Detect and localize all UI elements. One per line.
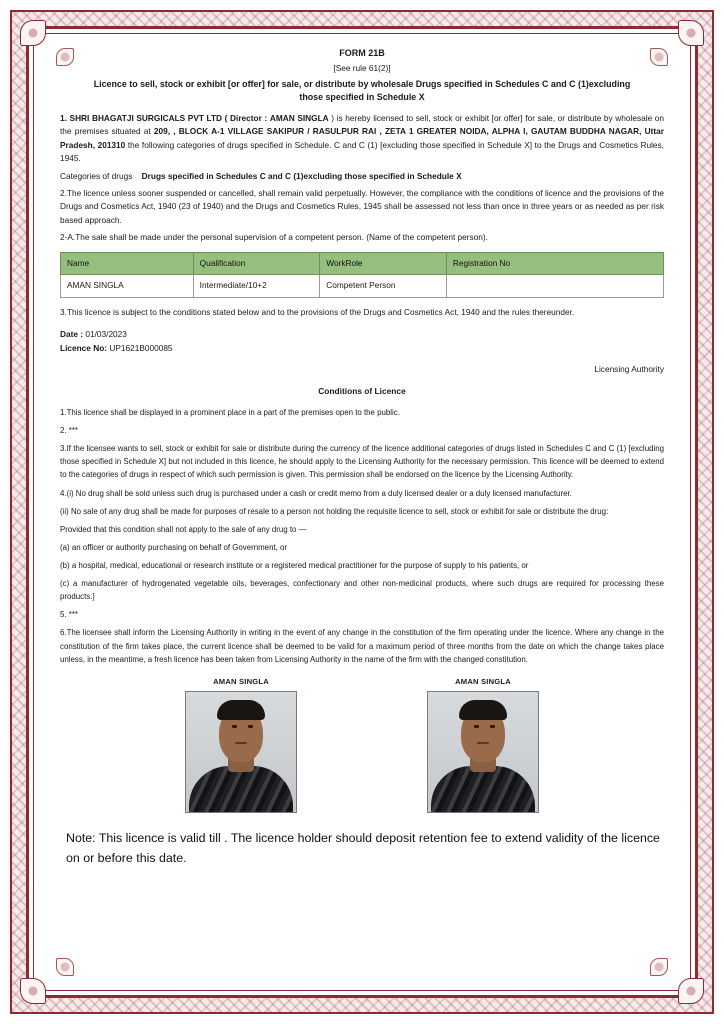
photo-hair <box>217 700 265 720</box>
corner-ornament-icon <box>20 20 46 46</box>
photo-mouth <box>235 742 247 744</box>
photo-caption: AMAN SINGLA <box>455 676 511 686</box>
condition-item: 4.(i) No drug shall be sold unless such drug is purchased under a cash or credit memo from a duly licensed dealer or a duly licensed manufacturer. <box>60 488 572 498</box>
paragraph-1-middle: ) is hereby licensed to sell, stock or exhibit [or offer] for sale, or distribute by wholesale on the premises situated at <box>60 112 665 137</box>
condition-item: 6.The licensee shall inform the Licensing Authority in writing in the event of any change in the constitution of the firm operating under the licence. Where any change in the constitution of the firm takes place, the current licence shall be deemed to be valid for a maximum period of three months from the date on which the change takes place unless, in the meantime, a fresh licence has been taken from Licensing Authority in the name of the firm with the changed constitution. <box>60 628 664 664</box>
licence-no-label: Licence No: <box>60 342 108 353</box>
column-header-name: Name <box>61 252 194 274</box>
condition-item: (c) a manufacturer of hydrogenated vegetable oils, beverages, confectionary and other non-medicinal products, where such drugs are required for processing these products.] <box>60 579 664 602</box>
corner-ornament-icon <box>678 978 704 1004</box>
director-label: ( Director : <box>224 112 268 123</box>
form-title: FORM 21B <box>339 48 385 58</box>
competent-person-table <box>60 252 664 298</box>
table-row <box>61 275 664 297</box>
corner-ornament-icon <box>678 20 704 46</box>
condition-item: (ii) No sale of any drug shall be made for purposes of resale to a person not holding the requisite licence to sell, stock or exhibit for sale or distribute the drug: <box>60 506 609 516</box>
column-header-registration-no: Registration No <box>446 252 663 274</box>
cell-registration-no <box>446 275 663 297</box>
person-photo <box>427 691 539 813</box>
categories-value: Drugs specified in Schedules C and C (1)excluding those specified in Schedule X <box>141 170 462 181</box>
firm-name: SHRI BHAGATJI SURGICALS PVT LTD <box>69 112 223 123</box>
document-content <box>54 44 670 980</box>
premises-address: 209, , BLOCK A-1 VILLAGE SAKIPUR / RASULPUR RAI , ZETA 1 GREATER NOIDA, ALPHA I, GAUTAM BUDDHA NAGAR, Uttar Pradesh, 201310 <box>60 126 664 150</box>
licence-no-value: UP1621B000085 <box>109 342 173 353</box>
cell-qualification: Intermediate/10+2 <box>193 275 320 297</box>
photo-eye <box>248 725 253 728</box>
conditions-list <box>60 406 664 666</box>
form-headline: Licence to sell, stock or exhibit [or offer] for sale, or distribute by wholesale Drugs specified in Schedules C and C (1)excluding those specified in Schedule X <box>93 79 631 102</box>
date-line <box>60 328 664 341</box>
photo-eye <box>490 725 495 728</box>
cell-name: AMAN SINGLA <box>61 275 194 297</box>
condition-item: (b) a hospital, medical, educational or research institute or a registered medical practitioner for the purpose of supply to his patients, or <box>60 560 529 570</box>
date-value: 01/03/2023 <box>85 329 127 340</box>
date-label: Date : <box>60 329 84 340</box>
condition-item: Provided that this condition shall not apply to the sale of any drug to — <box>60 524 307 534</box>
paragraph-1-tail: the following categories of drugs specified in Schedule. C and C (1) [excluding those specified in Schedule X] to the Drugs and Cosmetics Rules, 1945. <box>60 139 664 164</box>
column-header-workrole: WorkRole <box>320 252 447 274</box>
condition-item: 5. *** <box>60 610 78 620</box>
paragraph-2: 2.The licence unless sooner suspended or cancelled, shall remain valid perpetually. However, the compliance with the conditions of licence and the provisions of the Drugs and Cosmetics Act, 1940 (23 of 1940) and the Drugs and Cosmetics Rules, 1945 shall be assessed not less than once in three years or as needed as per risk based approach. <box>60 188 664 225</box>
condition-item: 3.If the licensee wants to sell, stock or exhibit for sale or distribute during the currency of the licence additional categories of drugs listed in Schedules C and C (1) [excluding those specified in Schedule X] but not included in this licence, he should apply to the Licensing Authority for the necessary permission. This licence will be deemed to extend to the categories of drugs in respect of which such permission is given. This permission shall be endorsed on the licence by the Licensing Authority. <box>60 444 664 480</box>
condition-item: 1.This licence shall be displayed in a prominent place in a part of the premises open to the public. <box>60 408 400 417</box>
cell-workrole: Competent Person <box>320 275 447 297</box>
licensing-authority-signature: Licensing Authority <box>594 363 664 374</box>
person-photo <box>185 691 297 813</box>
corner-ornament-icon <box>20 978 46 1004</box>
photo-block <box>185 676 297 813</box>
condition-item: 2. *** <box>60 426 78 436</box>
condition-item: (a) an officer or authority purchasing on behalf of Government, or <box>60 542 288 552</box>
photo-mouth <box>477 742 489 744</box>
conditions-title: Conditions of Licence <box>318 386 406 397</box>
categories-label: Categories of drugs <box>60 170 133 181</box>
photo-row <box>60 676 664 813</box>
photo-hair <box>459 700 507 720</box>
photo-eye <box>232 725 237 728</box>
paragraph-1-number: 1. <box>60 112 67 123</box>
form-rule-reference: [See rule 61(2)] <box>333 62 391 73</box>
paragraph-2a: 2-A.The sale shall be made under the personal supervision of a competent person. (Name of the competent person). <box>60 232 488 243</box>
validity-note: Note: This licence is valid till . The licence holder should deposit retention fee to extend validity of the licence on or before this date. <box>66 831 660 865</box>
director-name: AMAN SINGLA <box>269 112 329 123</box>
paragraph-3: 3.This licence is subject to the conditions stated below and to the provisions of the Drugs and Cosmetics Act, 1940 and the rules thereunder. <box>60 306 575 317</box>
photo-block <box>427 676 539 813</box>
photo-eye <box>474 725 479 728</box>
table-header-row <box>61 252 664 274</box>
photo-caption: AMAN SINGLA <box>213 676 269 686</box>
column-header-qualification: Qualification <box>193 252 320 274</box>
licence-no-line <box>60 342 664 355</box>
paragraph-1 <box>60 112 664 166</box>
categories-line <box>60 170 664 183</box>
